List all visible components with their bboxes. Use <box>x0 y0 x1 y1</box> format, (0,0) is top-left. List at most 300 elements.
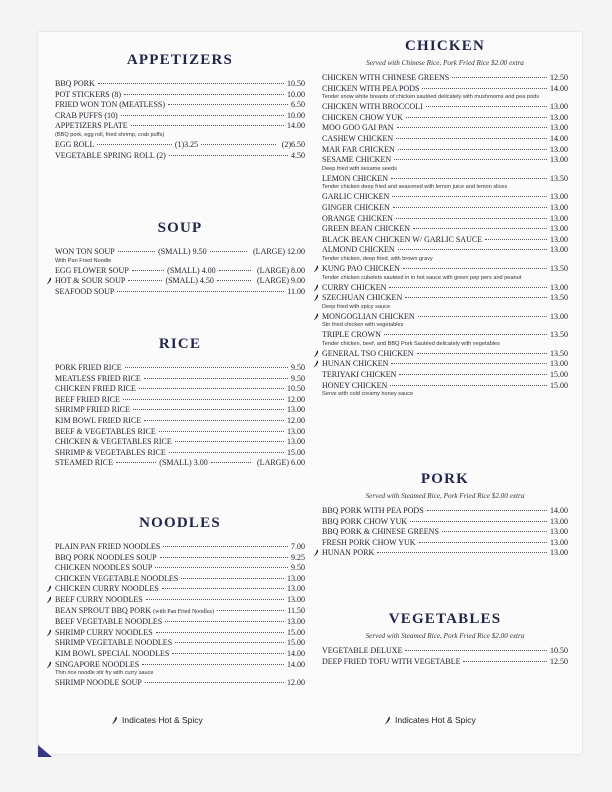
menu-item-price: 13.00 <box>550 155 568 165</box>
menu-item-price: 13.00 <box>550 102 568 112</box>
menu-item-name: BEEF & VEGETABLES RICE <box>55 426 156 436</box>
menu-item-price: 13.00 <box>550 282 568 292</box>
menu-item-price: 13.00 <box>550 192 568 202</box>
menu-item-price: 13.00 <box>550 311 568 321</box>
menu-item-name: HUNAN PORK <box>322 548 375 558</box>
dot-leader <box>117 291 284 292</box>
chicken-section <box>322 38 568 399</box>
menu-item-price-alt: (2)6.50 <box>281 139 306 149</box>
dot-leader <box>396 138 547 139</box>
chili-pepper-icon <box>313 360 319 368</box>
menu-item-price: 13.00 <box>550 234 568 244</box>
menu-item <box>322 192 568 203</box>
dot-leader <box>413 228 547 229</box>
menu-item-price: 12.00 <box>287 678 305 688</box>
menu-item-name: CHICKEN WITH PEA PODS <box>322 83 420 93</box>
menu-item-name: LEMON CHICKEN <box>322 173 388 183</box>
menu-item <box>55 121 305 132</box>
dot-leader <box>172 653 284 654</box>
menu-item-description: Deep fried with sesame seeds <box>322 165 397 172</box>
menu-item <box>322 330 568 341</box>
menu-item-price: 14.00 <box>287 659 305 669</box>
menu-item-price: 13.00 <box>287 573 305 583</box>
dot-leader <box>398 249 547 250</box>
dot-leader <box>410 521 547 522</box>
dot-leader <box>394 159 547 160</box>
menu-item-price: 15.00 <box>287 627 305 637</box>
chili-pepper-icon <box>46 661 52 669</box>
dot-leader <box>485 239 547 240</box>
chili-pepper-icon <box>313 284 319 292</box>
pork-section <box>322 471 568 559</box>
appetizers-section <box>55 52 305 161</box>
menu-item-inline-note: (with Pan Fried Noodles) <box>153 608 214 615</box>
menu-item-name: CHICKEN & VEGETABLES RICE <box>55 437 172 447</box>
menu-item-description: Stir fried chicken with vegetables <box>322 322 404 329</box>
menu-item <box>55 678 305 689</box>
menu-item-price: 13.00 <box>550 548 568 558</box>
menu-item <box>322 312 568 323</box>
menu-item <box>55 140 305 151</box>
menu-item-name: BBQ PORK NOODLES SOUP <box>55 552 157 562</box>
dot-leader <box>168 104 288 105</box>
menu-item-description: Deep fried with spicy sauce <box>322 303 391 310</box>
menu-item-name: BEEF CURRY NOODLES <box>55 594 143 604</box>
dot-leader <box>463 661 547 662</box>
menu-item <box>55 90 305 101</box>
dot-leader <box>422 88 547 89</box>
menu-item-price: 13.50 <box>550 348 568 358</box>
menu-item <box>55 374 305 385</box>
menu-item-name: VEGETABLE SPRING ROLL (2) <box>55 150 166 160</box>
chicken-title: CHICKEN <box>404 38 486 54</box>
menu-item-price: 13.50 <box>550 173 568 183</box>
menu-item-price: 13.00 <box>550 213 568 223</box>
menu-item-name: CHICKEN NOODLES SOUP <box>55 563 153 573</box>
menu-item <box>55 553 305 564</box>
menu-item-name: WON TON SOUP <box>55 247 115 256</box>
dot-leader <box>210 251 247 252</box>
menu-item-name: KIM BOWL SPECIAL NOODLES <box>55 648 170 658</box>
pork-title: PORK <box>420 471 470 487</box>
menu-item-name: SESAME CHICKEN <box>322 155 392 165</box>
menu-item-price: 13.00 <box>287 617 305 627</box>
dot-leader <box>398 149 547 150</box>
menu-item <box>322 293 568 304</box>
dot-leader <box>118 251 155 252</box>
menu-item-description: Tender chicken cubelets sautéed in in hot sauce with green pep pers and peanut <box>322 274 522 281</box>
menu-item-price: 14.00 <box>550 83 568 93</box>
dot-leader <box>146 599 284 600</box>
dot-leader <box>98 83 284 84</box>
menu-item-name: BEAN SPROUT BBQ PORK <box>55 605 152 615</box>
menu-item-name: SINGAPORE NOODLES <box>55 659 140 669</box>
menu-item-price: 4.50 <box>291 150 305 160</box>
menu-item-name: SZECHUAN CHICKEN <box>322 293 403 303</box>
dot-leader <box>145 682 284 683</box>
menu-item-name: SHRIMP NOODLE SOUP <box>55 678 142 688</box>
menu-item-price: 15.00 <box>550 370 568 380</box>
spicy-legend-text: Indicates Hot & Spicy <box>395 715 476 725</box>
menu-item-name: CHICKEN CHOW YUK <box>322 112 403 122</box>
chili-pepper-icon <box>313 549 319 557</box>
dot-leader <box>142 664 284 665</box>
menu-item-price-alt: (LARGE) 8.00 <box>257 265 306 275</box>
menu-item <box>322 235 568 246</box>
menu-item <box>55 395 305 406</box>
menu-item-name: SEAFOOD SOUP <box>55 286 115 296</box>
appetizers-title: APPETIZERS <box>126 52 234 68</box>
menu-item <box>322 113 568 124</box>
menu-item <box>322 84 568 95</box>
menu-item-price: 14.00 <box>287 648 305 658</box>
menu-item <box>322 517 568 528</box>
menu-item-price: 14.00 <box>550 133 568 143</box>
dot-leader <box>123 399 284 400</box>
menu-item-price: 9.50 <box>291 563 305 573</box>
menu-item <box>55 458 305 469</box>
menu-item-price: 9.50 <box>291 363 305 372</box>
dot-leader <box>121 115 284 116</box>
menu-item-name: SHRIMP CURRY NOODLES <box>55 627 153 637</box>
dot-leader <box>419 542 547 543</box>
menu-item <box>55 287 305 298</box>
menu-item <box>322 538 568 549</box>
menu-item-price: (SMALL) 3.00 <box>159 458 208 468</box>
vegetables-title: VEGETABLES <box>388 611 502 627</box>
dot-leader <box>426 106 547 107</box>
menu-item <box>322 657 568 668</box>
dot-leader <box>391 363 547 364</box>
menu-item <box>55 405 305 416</box>
dot-leader <box>128 280 162 281</box>
menu-item-name: EGG FLOWER SOUP <box>55 265 129 275</box>
dot-leader <box>391 178 547 179</box>
dot-leader <box>384 334 547 335</box>
menu-item-name: APPETIZERS PLATE <box>55 121 128 131</box>
menu-item-name: CHICKEN VEGETABLE NOODLES <box>55 573 179 583</box>
dot-leader <box>160 557 288 558</box>
dot-leader <box>396 218 547 219</box>
menu-item-name: PLAIN PAN FRIED NOODLES <box>55 542 161 551</box>
menu-item <box>55 247 305 258</box>
menu-item-name: MONGOGLIAN CHICKEN <box>322 311 415 321</box>
menu-item-price: (1)3.25 <box>174 139 199 149</box>
menu-item-price: 14.00 <box>550 506 568 515</box>
menu-item-description: Thin rice noodle stir fry with curry sauce <box>55 670 154 677</box>
menu-item-name: GREEN BEAN CHICKEN <box>322 224 410 234</box>
menu-item-name: HOT & SOUR SOUP <box>55 276 126 286</box>
menu-item <box>55 427 305 438</box>
menu-item <box>55 79 305 90</box>
menu-item-price: 7.00 <box>291 542 305 551</box>
menu-item-name: HONEY CHICKEN <box>322 380 388 390</box>
pork-subtitle: Served with Steamed Rice, Pork Fried Rice $2.00 extra <box>365 492 525 500</box>
page-corner-mark <box>38 745 52 757</box>
menu-item-name: CRAB PUFFS (10) <box>55 110 118 120</box>
menu-item <box>322 506 568 517</box>
chili-pepper-icon <box>46 629 52 637</box>
noodles-section <box>55 515 305 689</box>
menu-item <box>322 370 568 381</box>
chili-pepper-icon <box>313 265 319 273</box>
spicy-legend <box>111 715 203 725</box>
menu-item-name: GINGER CHICKEN <box>322 202 390 212</box>
menu-item-price: 13.50 <box>550 330 568 340</box>
dot-leader <box>165 621 284 622</box>
menu-item <box>55 638 305 649</box>
menu-item <box>322 102 568 113</box>
chili-pepper-icon <box>46 277 52 285</box>
menu-item-price: 12.00 <box>287 415 305 425</box>
menu-item-price: (SMALL) 4.50 <box>165 276 214 286</box>
dot-leader <box>125 367 288 368</box>
menu-item-name: BBQ PORK <box>55 79 95 88</box>
menu-item-name: CHICKEN CURRY NOODLES <box>55 584 159 594</box>
menu-item <box>55 595 305 606</box>
menu-item <box>55 416 305 427</box>
menu-item-description: With Pan Fried Noodle <box>55 257 112 264</box>
menu-item <box>322 203 568 214</box>
menu-item-name: BEEF VEGETABLE NOODLES <box>55 617 163 627</box>
menu-item-price-alt: (LARGE) 9.00 <box>257 276 306 286</box>
menu-item-price: 10.50 <box>287 79 305 88</box>
menu-item <box>55 660 305 671</box>
menu-item <box>322 646 568 657</box>
menu-item-price: 13.00 <box>550 144 568 154</box>
menu-item-price: 11.00 <box>287 286 305 296</box>
menu-item <box>322 527 568 538</box>
soup-section <box>55 220 305 297</box>
menu-item-description: Serve with cold creamy honey sauce <box>322 391 414 398</box>
menu-item <box>55 437 305 448</box>
dot-leader <box>219 270 251 271</box>
menu-item-price: 10.00 <box>287 89 305 99</box>
menu-item-name: CHICKEN WITH BROCCOLI <box>322 102 423 112</box>
chili-pepper-icon <box>111 716 118 725</box>
dot-leader <box>403 268 547 269</box>
dot-leader <box>169 155 288 156</box>
menu-item-price: 13.00 <box>550 202 568 212</box>
menu-item-price: 13.00 <box>550 123 568 133</box>
dot-leader <box>392 196 547 197</box>
menu-item <box>55 563 305 574</box>
menu-item <box>322 224 568 235</box>
dot-leader <box>406 117 547 118</box>
menu-item <box>55 584 305 595</box>
dot-leader <box>217 280 251 281</box>
menu-item-name: CHICKEN FRIED RICE <box>55 384 136 394</box>
dot-leader <box>397 127 548 128</box>
chili-pepper-icon <box>313 350 319 358</box>
dot-leader <box>452 77 547 78</box>
rice-title: RICE <box>158 336 202 352</box>
dot-leader <box>144 420 284 421</box>
menu-item <box>55 151 305 162</box>
menu-item-price-alt: (LARGE) 12.00 <box>253 247 306 256</box>
rice-section <box>55 336 305 469</box>
menu-item-description: (BBQ pork, egg roll, fried shrimp, crab puffs) <box>55 131 165 138</box>
menu-item <box>322 359 568 370</box>
menu-item-name: FRIED WON TON (MEATLESS) <box>55 100 166 110</box>
spicy-legend-text: Indicates Hot & Spicy <box>122 715 203 725</box>
menu-item <box>322 245 568 256</box>
menu-item <box>55 628 305 639</box>
dot-leader <box>389 287 547 288</box>
chili-pepper-icon <box>46 585 52 593</box>
menu-item-name: VEGETABLE DELUXE <box>322 646 403 655</box>
menu-item-name: ORANGE CHICKEN <box>322 213 393 223</box>
menu-item-price: 13.00 <box>550 537 568 547</box>
menu-item <box>322 283 568 294</box>
menu-item-name: PORK FRIED RICE <box>55 363 122 372</box>
dot-leader <box>131 125 284 126</box>
dot-leader <box>393 207 547 208</box>
menu-item-name: TERIYAKI CHICKEN <box>322 370 397 380</box>
menu-item-description: Tender chicken, beef, and BBQ Pork Sautéed delicately with vegetables <box>322 340 500 347</box>
menu-item-price: 13.00 <box>287 426 305 436</box>
dot-leader <box>133 409 284 410</box>
menu-item <box>55 542 305 553</box>
menu-item <box>55 363 305 374</box>
menu-item-price: 6.50 <box>291 100 305 110</box>
chili-pepper-icon <box>384 716 391 725</box>
dot-leader <box>169 452 284 453</box>
menu-item-name: MOO GOO GAI PAN <box>322 123 394 133</box>
dot-leader <box>144 378 288 379</box>
menu-item-name: GENERAL TSO CHICKEN <box>322 348 414 358</box>
menu-item-name: BBQ PORK & CHINESE GREENS <box>322 527 439 537</box>
menu-item-price: (SMALL) 4.00 <box>167 265 216 275</box>
menu-item-price: 13.00 <box>550 112 568 122</box>
dot-leader <box>417 353 547 354</box>
dot-leader <box>139 388 284 389</box>
menu-item-name: SHRIMP VEGETABLE NOODLES <box>55 638 173 648</box>
menu-item-name: STEAMED RICE <box>55 458 113 468</box>
menu-item-price: 14.00 <box>287 121 305 131</box>
menu-item <box>55 574 305 585</box>
menu-item <box>55 617 305 628</box>
menu-item <box>55 111 305 122</box>
menu-item-price: 12.50 <box>550 656 568 666</box>
chicken-subtitle: Served with Chinese Rice, Pork Fried Rice $2.00 extra <box>366 59 524 67</box>
menu-item-price: 11.50 <box>287 605 305 615</box>
menu-item-description: Tender chicken deep fried and seasoned with lemon juice and lemon slices <box>322 184 508 191</box>
dot-leader <box>162 588 284 589</box>
menu-item <box>322 264 568 275</box>
noodles-title: NOODLES <box>139 515 221 531</box>
spicy-legend-right <box>384 715 476 725</box>
menu-item-name: MEATLESS FRIED RICE <box>55 373 141 383</box>
menu-item-price: 13.00 <box>550 359 568 369</box>
menu-item-name: MAR FAR CHICKEN <box>322 144 395 154</box>
menu-item-price: 13.00 <box>550 245 568 255</box>
menu-item-name: DEEP FRIED TOFU WITH VEGETABLE <box>322 656 461 666</box>
dot-leader <box>163 546 288 547</box>
dot-leader <box>377 552 547 553</box>
menu-item-description: Tender snow white breasts of chicken sautéed delicately with mushrooms and pea pods <box>322 94 540 101</box>
menu-item-name: EGG ROLL <box>55 139 95 149</box>
menu-item <box>322 155 568 166</box>
dot-leader <box>418 316 547 317</box>
menu-item-name: POT STICKERS (8) <box>55 89 122 99</box>
dot-leader <box>175 642 284 643</box>
menu-item-price: 12.00 <box>287 394 305 404</box>
menu-item-name: FRESH PORK CHOW YUK <box>322 537 416 547</box>
chili-pepper-icon <box>46 596 52 604</box>
menu-item-price: 13.00 <box>550 527 568 537</box>
menu-item <box>322 145 568 156</box>
menu-item <box>322 349 568 360</box>
menu-item <box>322 381 568 392</box>
menu-item-name: BBQ PORK CHOW YUK <box>322 516 408 526</box>
dot-leader <box>399 374 547 375</box>
menu-item <box>322 174 568 185</box>
menu-item <box>322 214 568 225</box>
menu-item-description: Tender chicken, deep fried, with brown gravy <box>322 255 433 262</box>
menu-item-price: 13.00 <box>287 594 305 604</box>
menu-item-price: 12.50 <box>550 73 568 82</box>
menu-item <box>322 73 568 84</box>
menu-item-price: 13.00 <box>287 437 305 447</box>
menu-item-name: GARLIC CHICKEN <box>322 192 390 202</box>
dot-leader <box>427 510 547 511</box>
menu-item <box>322 548 568 559</box>
menu-item <box>55 384 305 395</box>
dot-leader <box>181 578 284 579</box>
menu-item-name: BBQ PORK WITH PEA PODS <box>322 506 424 515</box>
dot-leader <box>201 144 276 145</box>
soup-title: SOUP <box>157 220 203 236</box>
menu-item-price: 13.50 <box>550 263 568 273</box>
menu-item-price: 9.25 <box>291 552 305 562</box>
menu-item-name: KIM BOWL FRIED RICE <box>55 415 142 425</box>
menu-item-name: BEEF FRIED RICE <box>55 394 120 404</box>
menu-item-price: 13.00 <box>287 584 305 594</box>
menu-item-price-alt: (LARGE) 6.00 <box>257 458 306 468</box>
menu-item <box>55 649 305 660</box>
dot-leader <box>442 531 547 532</box>
dot-leader <box>116 462 156 463</box>
menu-item-price: 10.50 <box>287 384 305 394</box>
menu-item-name: CURRY CHICKEN <box>322 282 387 292</box>
menu-item <box>55 276 305 287</box>
menu-item <box>55 448 305 459</box>
chili-pepper-icon <box>313 313 319 321</box>
dot-leader <box>405 297 547 298</box>
menu-item <box>55 266 305 277</box>
dot-leader <box>97 144 172 145</box>
dot-leader <box>217 610 284 611</box>
menu-item-price: 9.50 <box>291 373 305 383</box>
chili-pepper-icon <box>313 294 319 302</box>
dot-leader <box>156 632 284 633</box>
dot-leader <box>159 431 284 432</box>
menu-item-name: ALMOND CHICKEN <box>322 245 395 255</box>
menu-item-price: 15.00 <box>287 638 305 648</box>
menu-item-price: 13.50 <box>550 293 568 303</box>
vegetables-subtitle: Served with Steamed Rice, Pork Fried Rice $2.00 extra <box>365 632 525 640</box>
menu-item-price: (SMALL) 9.50 <box>158 247 207 256</box>
menu-item-price: 13.00 <box>287 405 305 415</box>
menu-item-price: 10.50 <box>550 646 568 655</box>
menu-item <box>322 134 568 145</box>
menu-item-name: HUNAN CHICKEN <box>322 359 389 369</box>
menu-item-name: SHRIMP & VEGETABLES RICE <box>55 447 166 457</box>
dot-leader <box>124 94 284 95</box>
menu-item-price: 10.00 <box>287 110 305 120</box>
menu-item-name: CASHEW CHICKEN <box>322 133 394 143</box>
